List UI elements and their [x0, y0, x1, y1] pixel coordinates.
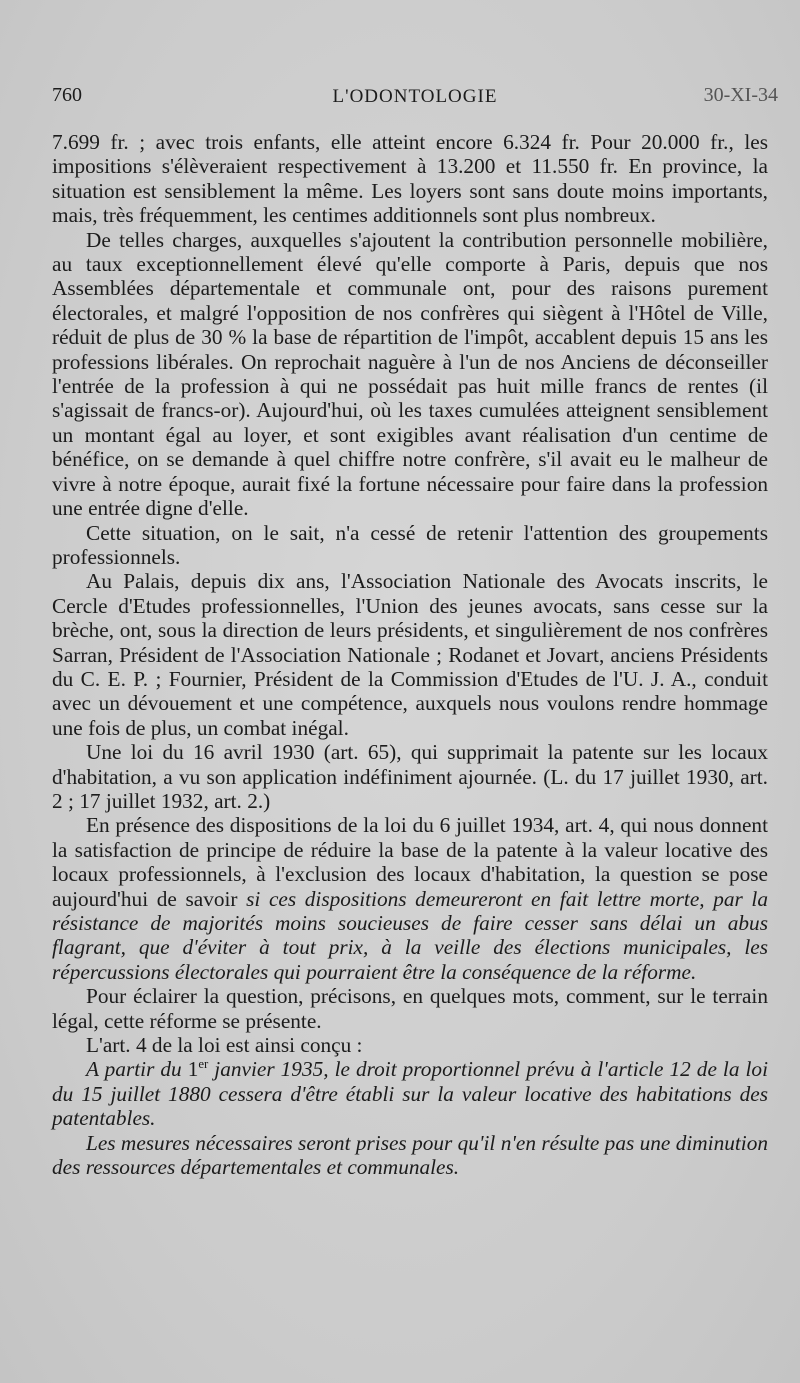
paragraph-7: Pour éclairer la question, précisons, en quelques mots, comment, sur le terrain légal, cette réforme se présente.	[52, 984, 768, 1033]
paragraph-4: Au Palais, depuis dix ans, l'Association Nationale des Avocats inscrits, le Cercle d'Etudes professionnelles, l'Union des jeunes avocats, sans cesse sur la brèche, ont, sous la direction de leurs présidents, et singulièrement de nos confrères Sarran, Président de l'Association Nationale ; Rodanet et Jovart, anciens Présidents du C. E. P. ; Fournier, Président de la Commission d'Etudes de l'U. J. A., conduit avec un dévouement et une compétence, auxquels nous voulons rendre hommage une fois de plus, un combat inégal.	[52, 569, 768, 740]
journal-title: L'ODONTOLOGIE	[332, 86, 498, 107]
law-quote-2: Les mesures nécessaires seront prises pour qu'il n'en résulte pas une diminution des ressources départementales et communales.	[52, 1130, 768, 1180]
paragraph-5: Une loi du 16 avril 1930 (art. 65), qui supprimait la patente sur les locaux d'habitation, a vu son application indéfiniment ajournée. (L. du 17 juillet 1930, art. 2 ; 17 juillet 1932, art. 2.)	[52, 740, 768, 813]
emphasis-text: si ces dispositions demeureront en fait lettre morte, par la résistance de majorités moins soucieuses de faire cesser sans délai un abus flagrant, que d'éviter à tout prix, à la veille des élections municipales, les répercussions électorales qui pourraient être la conséquence de la réforme.	[52, 886, 768, 984]
paragraph-3: Cette situation, on le sait, n'a cessé de retenir l'attention des groupements professionnels.	[52, 520, 768, 569]
issue-date: 30-XI-34	[703, 84, 778, 106]
paragraph-8: L'art. 4 de la loi est ainsi conçu :	[86, 1033, 363, 1058]
paragraph-6: En présence des dispositions de la loi du 6 juillet 1934, art. 4, qui nous donnent la satisfaction de principe de réduire la base de la patente à la valeur locative des locaux professionnels, à l'exclusion des locaux d'habitation, la question se pose aujourd'hui de savoir si ces dispositions demeureront en fait lettre morte, par la résistance de majorités moins soucieuses de faire cesser sans délai un abus flagrant, que d'éviter à tout prix, à la veille des élections municipales, les répercussions électorales qui pourraient être la conséquence de la réforme.	[52, 813, 768, 984]
article-body	[52, 130, 768, 1179]
law-quote-1: A partir du 1er janvier 1935, le droit proportionnel prévu à l'article 12 de la loi du 15 juillet 1880 cessera d'être établi sur la valeur locative des habitations des patentables.	[52, 1057, 768, 1131]
paragraph-2: De telles charges, auxquelles s'ajoutent la contribution personnelle mobilière, au taux exceptionnellement élevé qu'elle comporte à Paris, depuis que nos Assemblées départementale et communale ont, pour des raisons purement électorales, et malgré l'opposition de nos confrères qui siègent à l'Hôtel de Ville, réduit de plus de 30 % la base de répartition de l'impôt, accablent depuis 15 ans les professions libérales. On reprochait naguère à l'un de nos Anciens de déconseiller l'entrée de la profession à qui ne possédait pas huit mille francs de rentes (il s'agissait de francs-or). Aujourd'hui, où les taxes cumulées atteignent sensiblement un montant égal au loyer, et sont exigibles avant réalisation d'un centime de bénéfice, on se demande à quel chiffre notre confrère, s'il avait eu le malheur de vivre à notre époque, aurait fixé la fortune nécessaire pour faire dans la profession une entrée digne d'elle.	[52, 227, 768, 521]
running-header	[52, 84, 778, 112]
paragraph-1: 7.699 fr. ; avec trois enfants, elle atteint encore 6.324 fr. Pour 20.000 fr., les impositions s'élèveraient respectivement à 13.200 et 11.550 fr. En province, la situation est sensiblement la même. Les loyers sont sans doute moins importants, mais, très fréquemment, les centimes additionnels sont plus nombreux.	[52, 130, 768, 228]
page-number: 760	[52, 84, 82, 106]
